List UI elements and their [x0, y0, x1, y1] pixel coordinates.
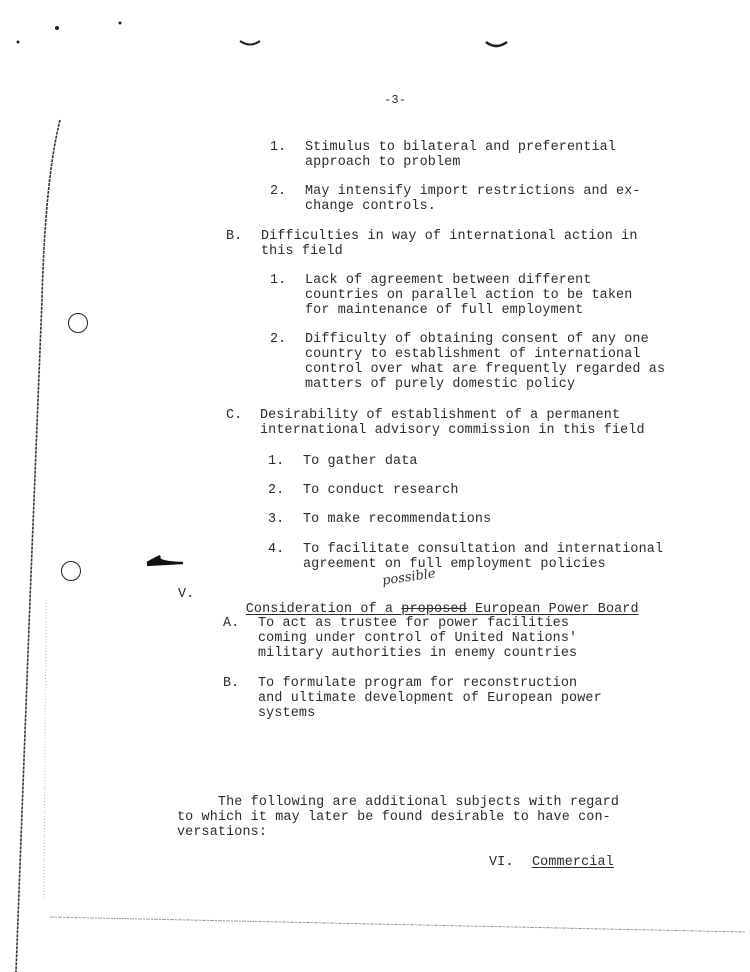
intro-item-2-num: 2.: [270, 184, 287, 199]
section-b-item-1-num: 1.: [270, 273, 287, 288]
section-c-item-2-num: 2.: [268, 483, 285, 498]
section-c-item-3-line-1: To make recommendations: [303, 512, 492, 527]
section-c-item-4-num: 4.: [268, 542, 285, 557]
section-b-letter: B.: [226, 229, 243, 244]
section-c-heading-line-2: international advisory commission in this field: [260, 423, 645, 438]
closing-paragraph-line-3: versations:: [177, 825, 268, 840]
punch-hole-bottom: [61, 561, 81, 581]
intro-item-1-line-2: approach to problem: [305, 155, 461, 170]
section-b-item-2-line-3: control over what are frequently regarded as: [305, 362, 666, 377]
intro-item-1-line-1: Stimulus to bilateral and preferential: [305, 140, 617, 155]
section-c-item-4-line-1: To facilitate consultation and international: [303, 542, 664, 557]
section-vi-numeral: VI.: [489, 855, 514, 870]
section-b-item-1-line-3: for maintenance of full employment: [305, 303, 584, 318]
section-c-item-1-num: 1.: [268, 454, 285, 469]
section-c-item-4-line-2: agreement on full employment policies: [303, 557, 606, 572]
section-b-item-2-line-2: country to establishment of international: [305, 347, 641, 362]
section-v-item-b-line-2: and ultimate development of European power: [258, 691, 602, 706]
section-c-item-3-num: 3.: [268, 512, 285, 527]
section-b-item-2-line-4: matters of purely domestic policy: [305, 377, 576, 392]
section-c-heading-line-1: Desirability of establishment of a permanent: [260, 408, 621, 423]
section-c-item-2-line-1: To conduct research: [303, 483, 459, 498]
section-v-item-a-line-1: To act as trustee for power facilities: [258, 616, 570, 631]
section-v-item-b-line-1: To formulate program for reconstruction: [258, 676, 578, 691]
page-number: -3-: [384, 93, 407, 107]
section-c-item-1-line-1: To gather data: [303, 454, 418, 469]
closing-paragraph-line-2: to which it may later be found desirable to have con-: [177, 810, 611, 825]
section-v-struck-word: proposed: [401, 602, 467, 617]
section-v-item-a-line-3: military authorities in enemy countries: [258, 646, 578, 661]
handwritten-insertion: possible: [381, 566, 437, 589]
punch-hole-top: [68, 313, 88, 333]
section-b-item-1-line-2: countries on parallel action to be taken: [305, 288, 633, 303]
section-v-heading-before: Consideration of a: [245, 602, 402, 617]
section-v-numeral: V.: [178, 587, 195, 602]
intro-item-2-line-1: May intensify import restrictions and ex-: [305, 184, 641, 199]
closing-paragraph-line-1: The following are additional subjects with regard: [177, 795, 620, 810]
section-v-item-b-line-3: systems: [258, 706, 316, 721]
section-b-item-1-line-1: Lack of agreement between different: [305, 273, 592, 288]
section-v-item-a-letter: A.: [223, 616, 240, 631]
section-c-letter: C.: [226, 408, 243, 423]
section-b-item-2-line-1: Difficulty of obtaining consent of any one: [305, 332, 649, 347]
intro-item-2-line-2: change controls.: [305, 199, 436, 214]
section-v-heading-after: European Power Board: [466, 602, 639, 617]
intro-item-1-num: 1.: [270, 140, 287, 155]
section-b-item-2-num: 2.: [270, 332, 287, 347]
section-b-heading-line-2: this field: [261, 244, 343, 259]
section-b-heading-line-1: Difficulties in way of international action in: [261, 229, 638, 244]
section-v-item-a-line-2: coming under control of United Nations': [258, 631, 578, 646]
section-vi-heading: Commercial: [532, 855, 614, 870]
section-v-item-b-letter: B.: [223, 676, 240, 691]
